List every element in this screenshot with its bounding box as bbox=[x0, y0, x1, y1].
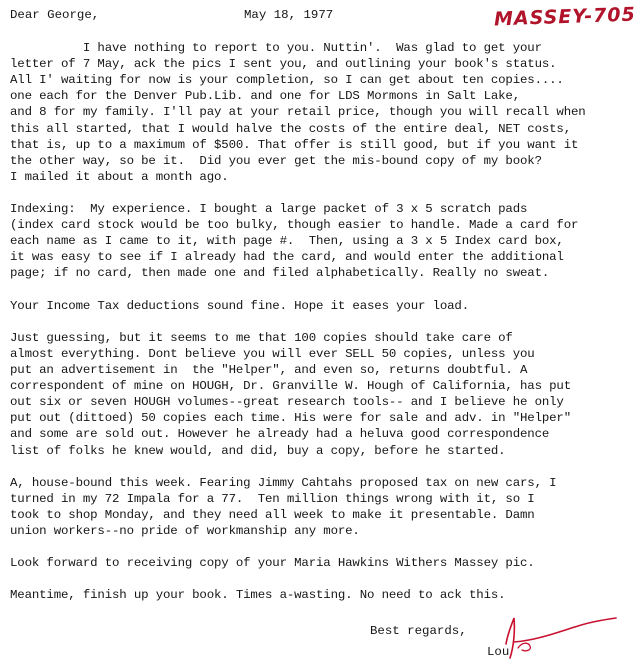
letter-date: May 18, 1977 bbox=[244, 8, 334, 22]
body-line: I mailed it about a month ago. bbox=[10, 169, 229, 184]
body-line: (index card stock would be too bulky, though easier to handle. Made a card for bbox=[10, 218, 579, 233]
body-line: letter of 7 May, ack the pics I sent you, and outlining your book's status. bbox=[10, 57, 557, 72]
body-line: page; if no card, then made one and filed alphabetically. Really no sweat. bbox=[10, 266, 550, 281]
body-line: the other way, so be it. Did you ever get the mis-bound copy of my book? bbox=[10, 153, 542, 168]
body-line: Look forward to receiving copy of your Maria Hawkins Withers Massey pic. bbox=[10, 556, 535, 571]
body-line: I have nothing to report to you. Nuttin'. Was glad to get your bbox=[10, 41, 542, 55]
body-line: list of folks he knew would, and did, buy a copy, before he started. bbox=[10, 443, 506, 458]
body-line: Your Income Tax deductions sound fine. Hope it eases your load. bbox=[10, 298, 469, 313]
salutation: Dear George, bbox=[10, 8, 100, 22]
file-tag-handwritten: MASSEY-705 bbox=[493, 3, 637, 31]
body-line: turned in my 72 Impala for a 77. Ten million things wrong with it, so I bbox=[10, 491, 535, 506]
body-line: correspondent of mine on HOUGH, Dr. Granville W. Hough of California, has put bbox=[10, 379, 571, 394]
body-line: A, house-bound this week. Fearing Jimmy Cahtahs proposed tax on new cars, I bbox=[10, 475, 557, 490]
body-line: one each for the Denver Pub.Lib. and one for LDS Mormons in Salt Lake, bbox=[10, 89, 520, 104]
body-line: out six or seven HOUGH volumes--great research tools-- and I believe he only bbox=[10, 395, 564, 410]
body-line: it was easy to see if I already had the card, and would enter the additional bbox=[10, 250, 564, 265]
body-line: almost everything. Dont believe you will ever SELL 50 copies, unless you bbox=[10, 346, 535, 361]
body-line: took to shop Monday, and they need all week to make it presentable. Damn bbox=[10, 507, 535, 522]
body-line: each name as I came to it, with page #. Then, using a 3 x 5 Index card box, bbox=[10, 234, 564, 249]
body-line: union workers--no pride of workmanship any more. bbox=[10, 524, 360, 538]
signature-name: Lou bbox=[487, 645, 510, 659]
body-line: and some are sold out. However he already had a heluva good correspondence bbox=[10, 427, 550, 442]
body-line: and 8 for my family. I'll pay at your retail price, though you will recall when bbox=[10, 105, 586, 120]
body-line: put an advertisement in the "Helper", and even so, returns doubtful. A bbox=[10, 363, 528, 377]
body-line: All I' waiting for now is your completion, so I can get about ten copies.... bbox=[10, 73, 564, 88]
body-line: this all started, that I would halve the costs of the entire deal, NET costs, bbox=[10, 121, 571, 136]
body-line: put out (dittoed) 50 copies each time. His were for sale and adv. in "Helper" bbox=[10, 411, 571, 426]
closing-regards: Best regards, bbox=[370, 624, 467, 638]
body-line: Indexing: My experience. I bought a large packet of 3 x 5 scratch pads bbox=[10, 202, 528, 216]
body-line: that is, up to a maximum of $500. That offer is still good, but if you want it bbox=[10, 137, 579, 152]
body-line: Just guessing, but it seems to me that 100 copies should take care of bbox=[10, 330, 513, 345]
body-line: Meantime, finish up your book. Times a-wasting. No need to ack this. bbox=[10, 588, 506, 603]
